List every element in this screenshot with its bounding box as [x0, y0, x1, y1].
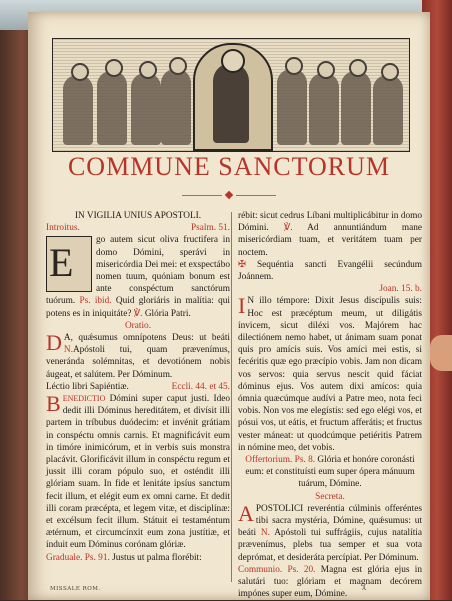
- book-page: [28, 12, 430, 600]
- right-column: rébit: sicut cedrus Líbani multiplicábitur in domo Dómini. ℣. Ad annuntiándum mane misericórdiam tuam, et veritátem tuam per noctem. ✠ Sequéntia sancti Evangélii secúndum Joánnem. Joan. 15. b. I N illo témpore: Dixit Jesus discípulis suis: Hoc est præcéptum meum, ut diligátis ínvicem, sicut diléxi vos. Majórem hac dilectiónem nemo habet, ut ánimam suam ponat quis pro amícis suis. Vos amíci mei estis, si fecéritis quæ ego præcípio vobis. Jam non dicam vos servos: quia servus nescit quid fáciat dóminus ejus. Vos autem dixi amícos: quia ómnia quæcúmque audívi a Patre meo, nota feci vobis. Non vos me elegístis: sed ego elégi vos, et pósui vos, ut eátis, et fructum afferátis; et fructus vester máneat: ut quodcúmque petiéritis Patrem in nómine meo, det vobis. Offertorium. Ps. 8. Glória et honóre coronásti eum: et constituísti eum super ópera mánuum tuárum, Dómine. Secreta. A POSTOLICI reveréntia cúlminis offeréntes tibi sacra mystéria, Dómine, quǽsumus: ut beáti N. Apóstoli tui suffrágiis, cujus natalítia prævenímus, plebs tua semper et sua vota deprómat, et desideráta percípiat. Per Dóminum. Communio. Ps. 20. Magna est glória ejus in salutári tuo: glóriam et magnam decórem impónes super eum, Dómine.: [238, 211, 423, 600]
- engraving-illustration: [52, 38, 410, 152]
- communio-label: Communio.: [238, 564, 283, 575]
- gospel-text: N illo témpore: Dixit Jesus discípulis suis: Hoc est præcéptum meum, ut diligátis ínvicem, sicut diléxi vos. Majórem hac dilectiónem nemo habet, ut ánimam suam ponat quis pro amícis suis. Vos amíci mei estis, si fecéritis quæ ego præcípio vobis. Jam non dicam vos servos: quia servus nescit quid fáciat dóminus ejus. Vos autem dixi amícos: quia ómnia quæcúmque audívi a Patre meo, nota feci vobis. Non vos me elegístis: sed ego elégi vos, et pósui vos, ut eátis, et fructum afferátis; et fructus vester máneat: ut quodcúmque petiéritis Patrem in nómine meo, det vobis.: [238, 296, 422, 453]
- footer-mark: A: [362, 586, 367, 592]
- lectio-text: Léctio libri Sapiéntiæ.: [46, 381, 129, 392]
- title-ornament: [178, 192, 280, 198]
- footer-signature: MISSALE ROM.: [50, 586, 101, 592]
- vigil-heading: IN VIGILIA UNIUS APOSTOLI.: [74, 211, 202, 221]
- left-column: IN VIGILIA UNIUS APOSTOLI. Introitus. Psalm. 51. E go autem sicut oliva fructifera in domo Dómini, sperávi in misericórdia Dei mei: et exspectábo nomen tuum, quóniam bonum est ante conspéctum sanctórum tuórum. Ps. ibid. Quid gloriáris in malítia: qui potens es in iniquitáte? ℣. Glória Patri. Oratio. D A, quǽsumus omnípotens Deus: ut beáti N.Apóstoli tui, quam prævenímus, veneránda solémnitas, et devotiónem nobis áugeat, et salútem. Per Dóminum. Léctio libri Sapiéntiæ. Eccli. 44. et 45. BENEDICTIO Dómini super caput justi. Ideo dedit illi Dóminus hereditátem, et divísit illi partem in tríbubus duódecim: et invénit grátiam in conspéctu omnis carnis. Et magnificávit eum in timóre inimicórum, et in verbis suis monstra placávit. Glorificávit illum in conspéctu regum et jussit illi coram pópulo suo, et osténdit illi glóriam suam. In fide et lenitáte ipsíus sanctum fecit illum, et elégit eum ex omni carne. Et dedit illi coram præcépta, et legem vitæ, et disciplínæ: et excélsum fecit illum. Státuit ei testaméntum ætérnum, et circumcínxit eum zona justítiæ, et índuit eum Dóminus corónam glóriæ. Graduale. Ps. 91. Justus ut palma florébit:: [46, 211, 231, 563]
- graduale-label: Graduale.: [46, 552, 83, 563]
- oratio-text: A, quǽsumus omnípotens Deus: ut beáti: [63, 333, 230, 344]
- column-divider: [231, 212, 232, 582]
- secreta-text: POSTOLICI reveréntia cúlminis offeréntes tibi sacra mystéria, Dómine, quǽsumus: ut beáti: [238, 503, 422, 539]
- lectio-body: Dómini super caput justi. Ideo dedit illi Dóminus hereditátem, et divísit illi partem in tríbubus duódecim: et invénit grátiam in conspéctu omnis carnis. Et magnificávit eum in timóre inimicórum, et in verbis suis monstra placávit. Glorificávit illum in conspéctu regum et jussit illi coram pópulo suo, et osténdit illi glóriam suam. In fide et lenitáte ipsíus sanctum fecit illum, et elégit eum ex omni carne. Et dedit illi coram præcépta, et legem vitæ, et disciplínæ: et excélsum fecit illum. Státuit ei testaméntum ætérnum, et circumcínxit eum zona justítiæ, et índuit eum Dóminus corónam glóriæ.: [46, 394, 230, 551]
- gospel-heading: Sequéntia sancti Evangélii secúndum Joánnem.: [238, 259, 422, 283]
- offertorium-label: Offertorium.: [245, 455, 293, 466]
- page-title: COMMUNE SANCTORUM: [67, 152, 391, 181]
- cross-icon: ✠: [238, 259, 246, 270]
- illuminated-initial: E: [46, 236, 92, 292]
- introitus-text: go autem sicut oliva fructifera in domo Dómini, sperávi in misericórdia Dei mei: et exspectábo nomen tuum, quóniam bonum est ante conspéctum sanctórum tuórum.: [46, 235, 230, 307]
- oratio-label: Oratio.: [124, 320, 152, 331]
- introitus-ref: Psalm. 51.: [191, 223, 230, 234]
- secreta-label: Secreta.: [315, 491, 345, 502]
- thumb: [430, 335, 452, 371]
- introitus-label: Introitus.: [46, 223, 80, 234]
